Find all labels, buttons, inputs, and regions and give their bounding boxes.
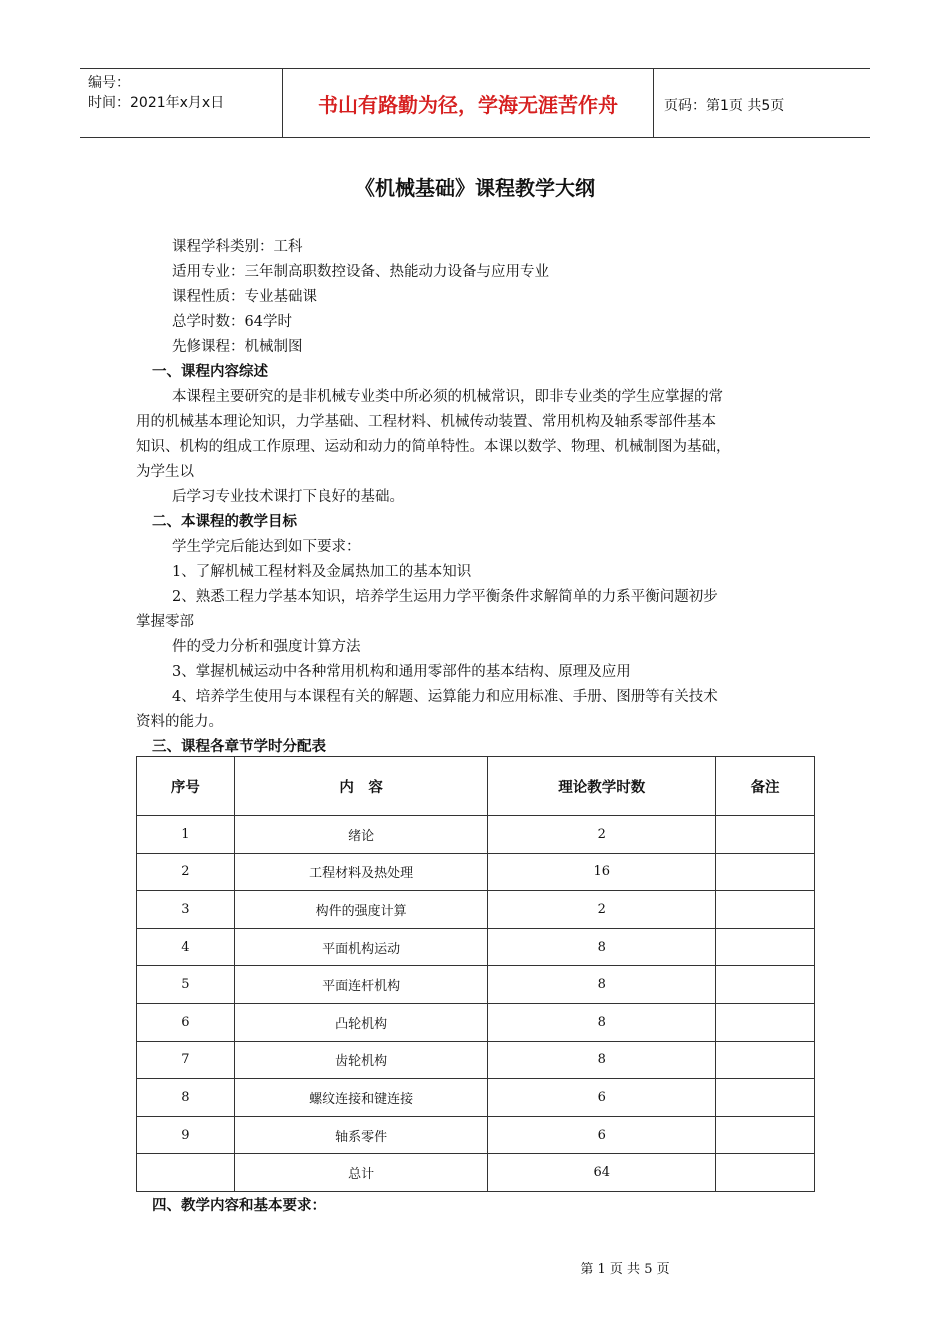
paragraph-line: 件的受力分析和强度计算方法 (172, 639, 361, 655)
table-cell: 5 (137, 966, 235, 1004)
document-title: 《机械基础》课程教学大纲 (355, 176, 595, 200)
table-cell: 9 (137, 1116, 235, 1154)
paragraph-line: 3、掌握机械运动中各种常用机构和通用零部件的基本结构、原理及应用 (172, 664, 631, 680)
table-cell (716, 1003, 815, 1041)
paragraph-line: 4、培养学生使用与本课程有关的解题、运算能力和应用标准、手册、图册等有关技术 (172, 689, 718, 705)
table-cell: 64 (488, 1154, 716, 1192)
paragraph-line: 资料的能力。 (136, 714, 223, 730)
header-info (80, 69, 282, 137)
paragraph-line: 掌握零部 (136, 614, 194, 630)
table-row (137, 891, 815, 929)
table-cell: 6 (488, 1079, 716, 1117)
meta-line: 先修课程：机械制图 (172, 339, 303, 355)
table-row (137, 966, 815, 1004)
section-heading: 三、课程各章节学时分配表 (152, 739, 326, 755)
table-cell (137, 1154, 235, 1192)
table-cell: 4 (137, 928, 235, 966)
paragraph-line: 知识、机构的组成工作原理、运动和动力的简单特性。本课以数学、物理、机械制图为基础， (136, 439, 731, 455)
table-cell (716, 853, 815, 891)
paragraph-line: 1、了解机械工程材料及金属热加工的基本知识 (172, 564, 472, 580)
table-cell: 凸轮机构 (234, 1003, 488, 1041)
table-cell: 8 (488, 966, 716, 1004)
table-row (137, 853, 815, 891)
table-cell: 平面连杆机构 (234, 966, 488, 1004)
table-cell: 轴系零件 (234, 1116, 488, 1154)
table-row (137, 1116, 815, 1154)
table-cell: 螺纹连接和键连接 (234, 1079, 488, 1117)
table-cell: 8 (137, 1079, 235, 1117)
column-header: 备注 (716, 757, 815, 816)
paragraph-line: 学生学完后能达到如下要求： (172, 539, 361, 555)
table-cell: 8 (488, 1003, 716, 1041)
table-cell: 2 (488, 891, 716, 929)
page-header (80, 68, 870, 138)
meta-line: 适用专业：三年制高职数控设备、热能动力设备与应用专业 (172, 264, 549, 280)
table-cell: 2 (488, 816, 716, 854)
meta-line: 总学时数：64学时 (172, 314, 292, 330)
table-cell: 总计 (234, 1154, 488, 1192)
table-cell: 16 (488, 853, 716, 891)
table-row (137, 928, 815, 966)
table-cell: 1 (137, 816, 235, 854)
header-motto: 书山有路勤为径，学海无涯苦作舟 (282, 69, 654, 137)
table-cell: 8 (488, 1041, 716, 1079)
table-cell: 绪论 (234, 816, 488, 854)
table-cell: 3 (137, 891, 235, 929)
table-cell (716, 891, 815, 929)
table-cell (716, 816, 815, 854)
table-total-row (137, 1154, 815, 1192)
table-cell (716, 1116, 815, 1154)
paragraph-line: 为学生以 (136, 464, 194, 480)
meta-line: 课程学科类别：工科 (172, 239, 303, 255)
meta-line: 课程性质：专业基础课 (172, 289, 317, 305)
table-cell (716, 1079, 815, 1117)
table-cell (716, 966, 815, 1004)
table-cell: 构件的强度计算 (234, 891, 488, 929)
time-label: 时间：2021年x月x日 (88, 95, 225, 111)
paragraph-line: 用的机械基本理论知识，力学基础、工程材料、机械传动装置、常用机构及轴系零部件基本 (136, 414, 716, 430)
paragraph-line: 2、熟悉工程力学基本知识，培养学生运用力学平衡条件求解简单的力系平衡问题初步 (172, 589, 718, 605)
paragraph-line: 后学习专业技术课打下良好的基础。 (172, 489, 404, 505)
table-row (137, 1041, 815, 1079)
page-footer: 第 1 页 共 5 页 (580, 1262, 670, 1277)
section-heading: 二、本课程的教学目标 (152, 514, 297, 530)
table-cell: 工程材料及热处理 (234, 853, 488, 891)
table-cell: 齿轮机构 (234, 1041, 488, 1079)
column-header: 序号 (137, 757, 235, 816)
table-row (137, 816, 815, 854)
section-heading: 一、课程内容综述 (152, 364, 268, 380)
paragraph-line: 本课程主要研究的是非机械专业类中所必须的机械常识，即非专业类的学生应掌握的常 (172, 389, 723, 405)
table-row (137, 1003, 815, 1041)
table-cell: 6 (137, 1003, 235, 1041)
column-header: 内 容 (234, 757, 488, 816)
column-header: 理论教学时数 (488, 757, 716, 816)
header-page-info: 页码：第1页 共5页 (664, 98, 785, 114)
table-cell: 2 (137, 853, 235, 891)
table-header-row (137, 757, 815, 816)
hours-table (136, 756, 815, 1192)
number-label: 编号： (88, 75, 130, 91)
table-cell: 8 (488, 928, 716, 966)
table-cell: 平面机构运动 (234, 928, 488, 966)
table-row (137, 1079, 815, 1117)
table-cell: 6 (488, 1116, 716, 1154)
table-cell: 7 (137, 1041, 235, 1079)
table-cell (716, 1154, 815, 1192)
table-cell (716, 928, 815, 966)
section-heading: 四、教学内容和基本要求： (152, 1198, 326, 1214)
table-cell (716, 1041, 815, 1079)
